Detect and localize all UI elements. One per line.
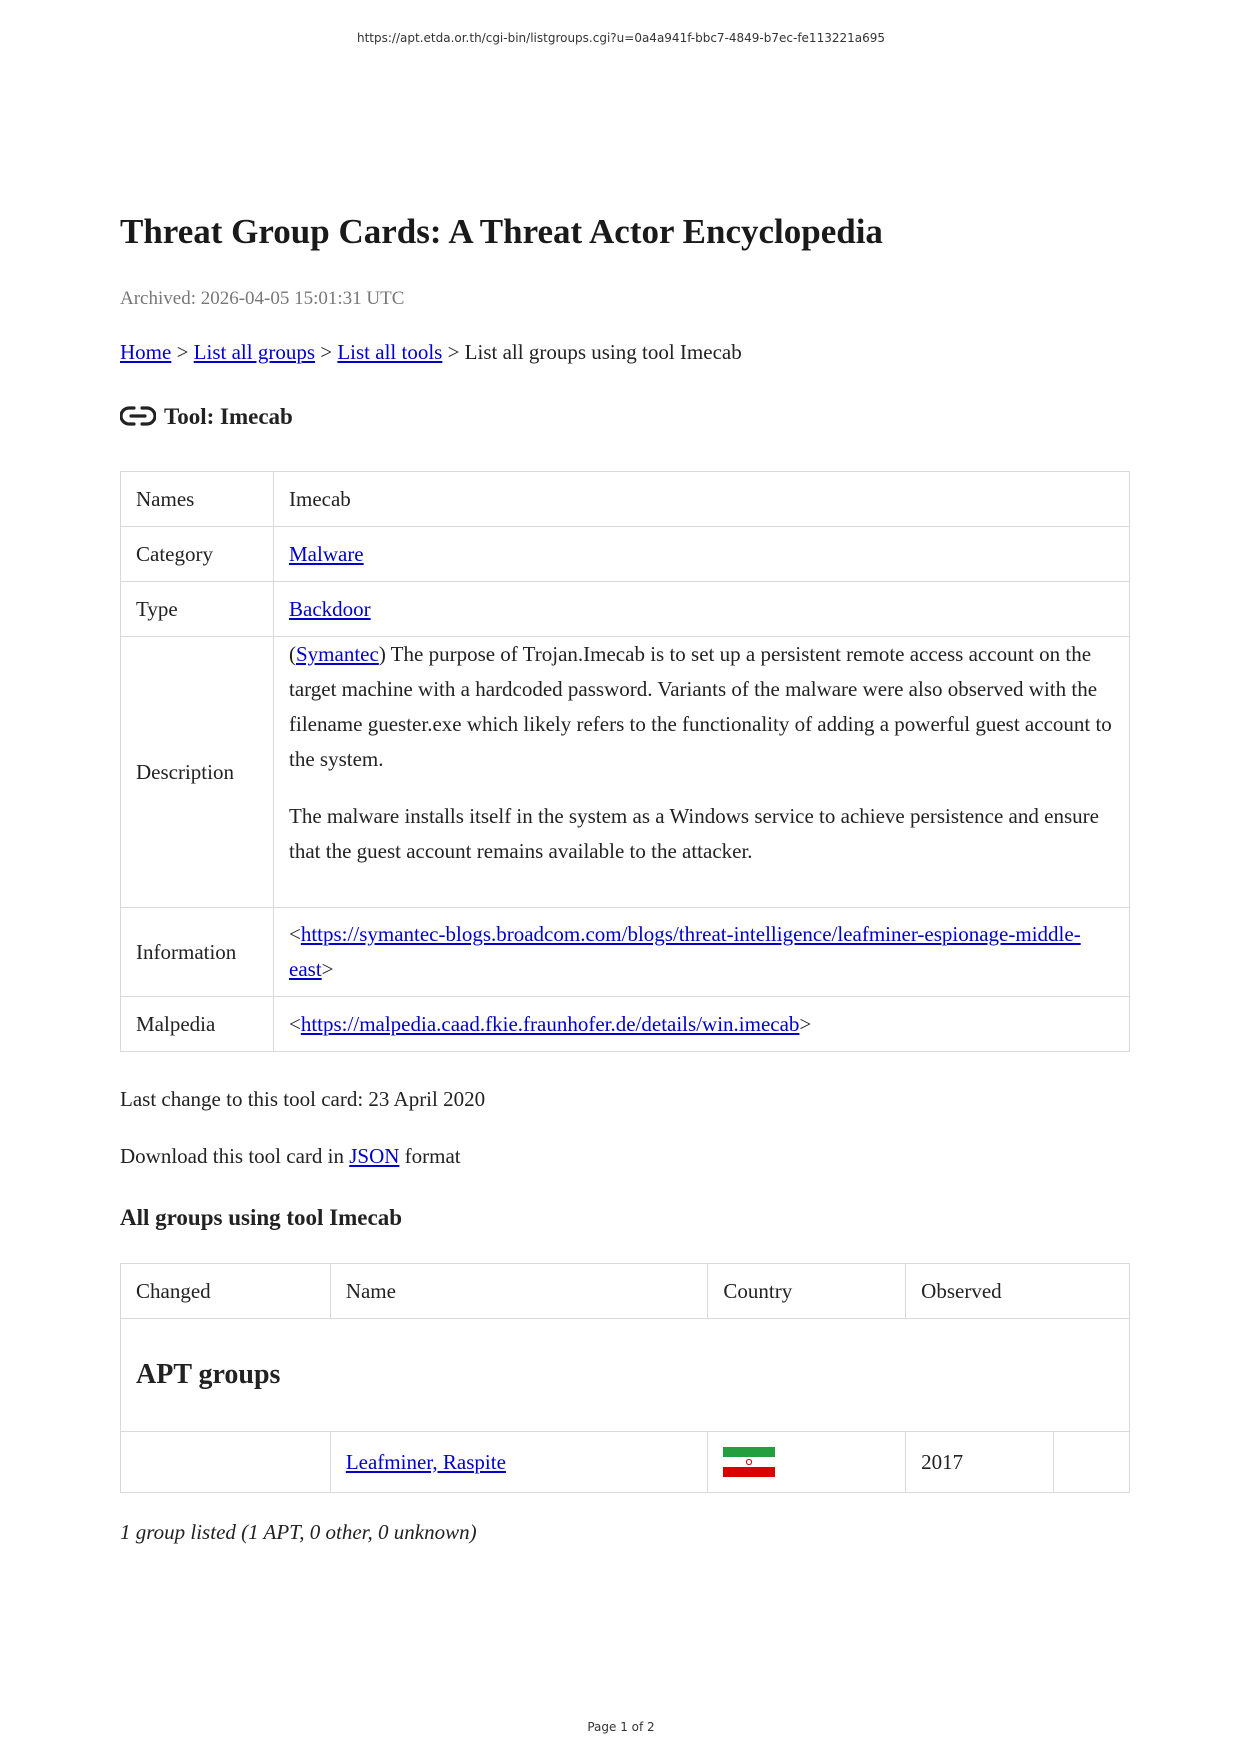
malpedia-url-link[interactable]: https://malpedia.caad.fkie.fraunhofer.de/details/win.imecab: [300, 1011, 800, 1036]
table-row: [121, 908, 1130, 997]
table-row: [121, 472, 1130, 527]
groups-summary: 1 group listed (1 APT, 0 other, 0 unknown): [120, 1520, 477, 1544]
angle-bracket: >: [321, 957, 334, 981]
description-paragraph: [289, 637, 1114, 777]
malpedia-value: [274, 997, 1130, 1052]
table-row: [121, 997, 1130, 1052]
malpedia-label: Malpedia: [121, 997, 274, 1052]
table-row: [121, 527, 1130, 582]
page-title: Threat Group Cards: A Threat Actor Encyclopedia: [120, 212, 883, 251]
category-label: Category: [121, 527, 274, 582]
description-paren: (: [289, 642, 296, 666]
angle-bracket: >: [799, 1011, 812, 1036]
table-row: [121, 1432, 1130, 1493]
type-label: Type: [121, 582, 274, 637]
column-header-name: Name: [330, 1264, 708, 1319]
iran-flag-icon: [723, 1447, 775, 1477]
download-line: [120, 1144, 461, 1169]
category-malware-link[interactable]: Malware: [289, 541, 364, 566]
breadcrumb-current: > List all groups using tool Imecab: [442, 340, 742, 364]
type-backdoor-link[interactable]: Backdoor: [289, 596, 371, 621]
groups-section-row: [121, 1319, 1130, 1432]
breadcrumb-list-tools-link[interactable]: List all tools: [337, 340, 443, 364]
names-label: Names: [121, 472, 274, 527]
section-title-apt-groups: APT groups: [136, 1359, 281, 1390]
download-json-link[interactable]: JSON: [349, 1144, 400, 1168]
groups-table: [120, 1263, 1130, 1493]
column-header-changed: Changed: [121, 1264, 331, 1319]
empty-cell: [1054, 1432, 1130, 1493]
table-row: [121, 637, 1130, 908]
tool-heading: [120, 402, 293, 430]
names-value: Imecab: [274, 472, 1130, 527]
type-value: [274, 582, 1130, 637]
name-cell: [330, 1432, 708, 1493]
breadcrumb-home-link[interactable]: Home: [120, 340, 172, 364]
tool-info-table: [120, 471, 1130, 1052]
column-header-country: Country: [708, 1264, 906, 1319]
changed-cell: [121, 1432, 331, 1493]
table-row: [121, 582, 1130, 637]
category-value: [274, 527, 1130, 582]
group-name-link[interactable]: Leafminer, Raspite: [345, 1449, 506, 1474]
angle-bracket: <: [289, 1011, 301, 1036]
breadcrumb-separator: >: [315, 340, 338, 364]
country-cell: [708, 1432, 906, 1493]
description-source-link[interactable]: Symantec: [296, 642, 379, 666]
information-label: Information: [121, 908, 274, 997]
archived-timestamp: Archived: 2026-04-05 15:01:31 UTC: [120, 288, 405, 309]
information-url-link[interactable]: https://symantec-blogs.broadcom.com/blogs/threat-intelligence/leafminer-espionage-middle-east: [289, 922, 1081, 981]
page-number-footer: Page 1 of 2: [587, 1720, 655, 1734]
breadcrumb: [120, 340, 742, 365]
description-label: Description: [121, 637, 274, 908]
section-cell: [121, 1319, 1130, 1432]
description-text: ) The purpose of Trojan.Imecab is to set up a persistent remote access account on the target machine with a hardcoded password. Variants of the malware were also observed with the filename guester.exe which likely refers to the functionality of adding a powerful guest account to the system.: [289, 642, 1112, 771]
download-suffix: format: [399, 1144, 461, 1168]
tool-heading-text: Tool: Imecab: [164, 404, 293, 429]
groups-heading: All groups using tool Imecab: [120, 1205, 403, 1230]
groups-header-row: [121, 1264, 1130, 1319]
breadcrumb-list-groups-link[interactable]: List all groups: [193, 340, 315, 364]
description-value: [274, 637, 1130, 908]
observed-cell: 2017: [906, 1432, 1054, 1493]
description-paragraph: The malware installs itself in the system as a Windows service to achieve persistence and ensure that the guest account remains available to the attacker.: [289, 804, 1099, 863]
angle-bracket: <: [289, 922, 301, 946]
page-url-header: https://apt.etda.or.th/cgi-bin/listgroups.cgi?u=0a4a941f-bbc7-4849-b7ec-fe113221a695: [357, 31, 885, 45]
last-change-text: Last change to this tool card: 23 April 2020: [120, 1087, 486, 1111]
link-icon: [120, 402, 156, 430]
download-prefix: Download this tool card in: [120, 1144, 350, 1168]
information-value: [274, 908, 1130, 997]
breadcrumb-separator: >: [171, 340, 194, 364]
column-header-observed: Observed: [906, 1264, 1130, 1319]
